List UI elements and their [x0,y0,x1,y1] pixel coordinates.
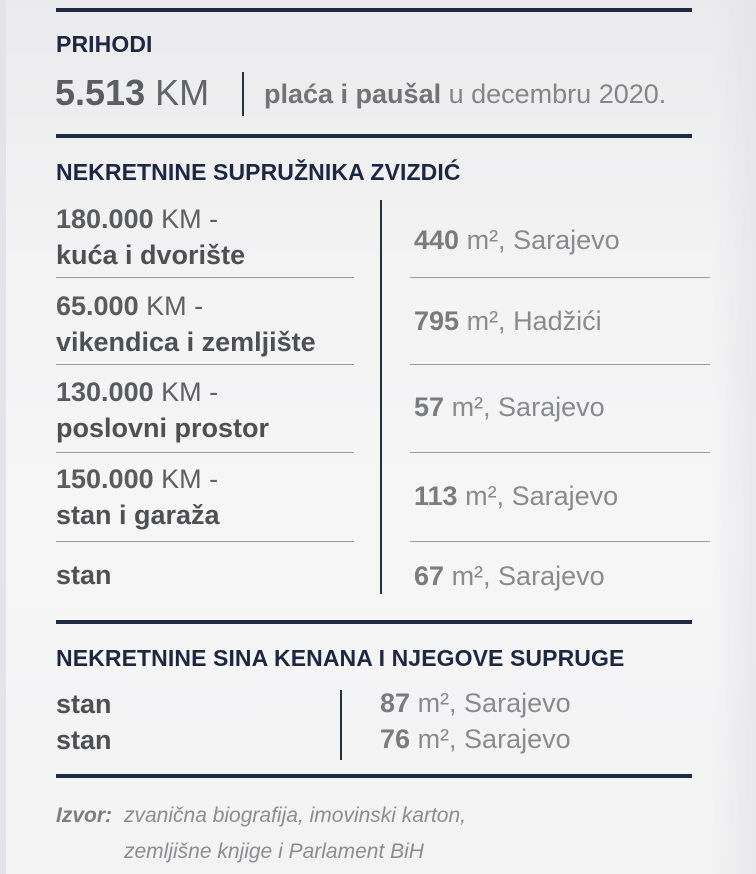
spouses-row-1-right [414,225,620,256]
price-currency: KM - [161,204,219,234]
source-label [56,804,112,828]
area: 113 [414,481,458,511]
income-value [55,72,209,114]
price-currency: KM - [146,291,204,321]
row-separator-left [56,452,354,453]
income-desc-bold: plaća i paušal [264,79,442,109]
income-bottom-rule [56,134,692,138]
spouses-row-1-left [56,201,245,273]
income-description [264,79,666,110]
son-row-1-right [380,688,571,719]
spouses-row-4-right [414,481,618,512]
row-separator-left [56,277,354,278]
area-location: m², Sarajevo [417,724,571,754]
property-type: stan [56,560,112,590]
right-edge-shade [712,0,756,874]
income-divider [242,72,244,116]
price: 65.000 [56,291,139,321]
property-type: poslovni prostor [56,413,270,443]
son-heading: NEKRETNINE SINA KENANA I NJEGOVE SUPRUGE [56,645,625,671]
property-type: vikendica i zemljište [56,327,316,357]
price: 180.000 [56,204,154,234]
income-currency: KM [155,72,210,113]
area: 76 [380,724,411,754]
income-amount: 5.513 [55,72,146,113]
price: 130.000 [56,377,154,407]
spouses-row-2-right [414,306,602,337]
son-row-2-right [380,724,571,755]
income-desc-rest: u decembru 2020. [448,79,667,109]
spouses-row-3-right [414,392,605,423]
area: 440 [414,225,460,255]
spouses-row-5-right [414,561,605,592]
spouses-row-2-left [56,288,316,360]
property-type: kuća i dvorište [56,240,246,270]
top-rule [56,8,692,12]
area: 57 [414,392,445,422]
left-edge-shade [0,0,6,874]
area: 87 [380,688,411,718]
row-separator-left [56,364,354,365]
row-separator-left [56,541,354,542]
row-separator-right [410,452,710,453]
price: 150.000 [56,464,154,494]
area-location: m², Hadžići [466,306,602,336]
property-type: stan [56,725,112,755]
area: 795 [414,306,460,336]
son-row-1-left [56,686,112,722]
row-separator-right [410,541,710,542]
spouses-row-3-left [56,374,269,446]
source-line-2: zemljišne knjige i Parlament BiH [124,840,424,863]
area-location: m², Sarajevo [451,561,605,591]
son-divider [340,690,342,760]
row-separator-right [410,277,710,278]
area-location: m², Sarajevo [417,688,571,718]
area-location: m², Sarajevo [451,392,605,422]
price-currency: KM - [161,377,219,407]
spouses-divider [380,200,382,594]
source-line-1: zvanična biografija, imovinski karton, [124,804,466,827]
spouses-row-5-left [56,557,112,593]
source-label-text: Izvor: [56,804,113,827]
income-heading: PRIHODI [56,31,153,57]
spouses-bottom-rule [56,620,692,624]
spouses-row-4-left [56,461,220,533]
property-type: stan i garaža [56,500,220,530]
son-row-2-left [56,722,112,758]
row-separator-right [410,364,710,365]
property-type: stan [56,689,112,719]
spouses-heading: NEKRETNINE SUPRUŽNIKA ZVIZDIĆ [56,159,461,185]
area-location: m², Sarajevo [465,481,619,511]
area-location: m², Sarajevo [466,225,620,255]
son-bottom-rule [56,774,692,778]
price-currency: KM - [161,464,219,494]
area: 67 [414,561,445,591]
